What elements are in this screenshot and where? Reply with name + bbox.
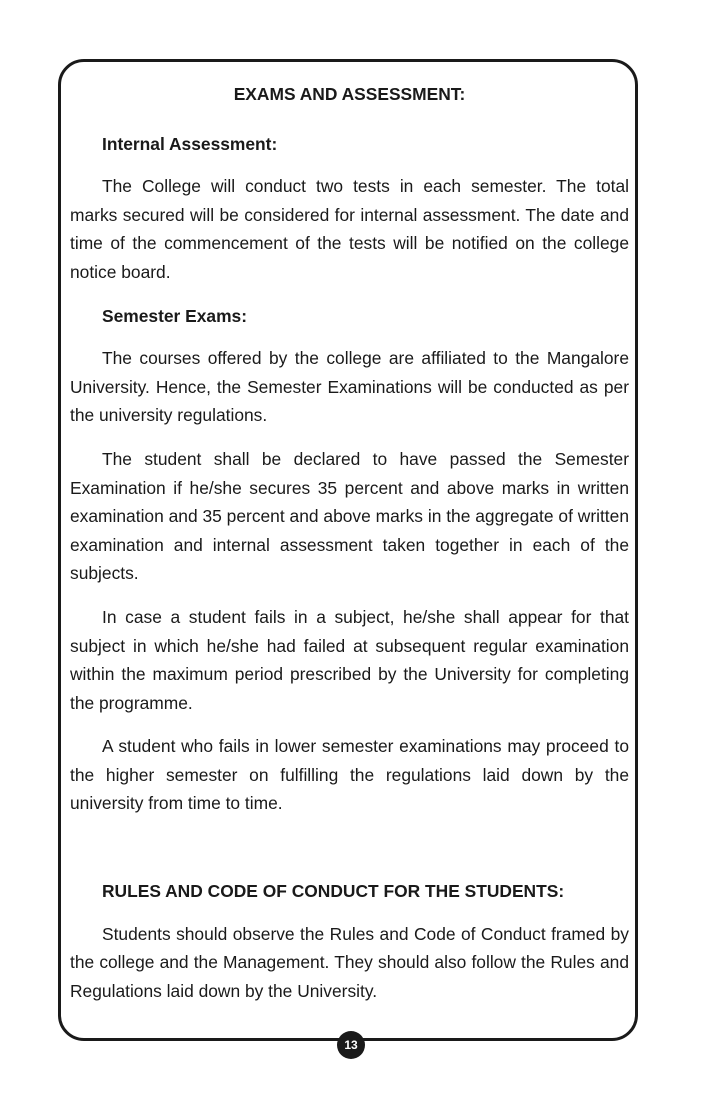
rules-paragraph: Students should observe the Rules and Code of Conduct framed by the college and the Management. They should also follow the Rules and Regulations laid down by the University. xyxy=(70,923,629,1001)
internal-assessment-paragraph: The College will conduct two tests in each semester. The total marks secured will be considered for internal assessment. The date and time of the commencement of the tests will be notified on the college notice board. xyxy=(70,176,629,282)
internal-assessment-heading: Internal Assessment: xyxy=(102,133,278,154)
page-content xyxy=(70,80,629,1020)
rules-heading: RULES AND CODE OF CONDUCT FOR THE STUDENTS: xyxy=(102,881,565,902)
semester-exams-paragraph-2: The student shall be declared to have passed the Semester Examination if he/she secures 35 percent and above marks in written examination and 35 percent and above marks in the aggregate of written examination and internal assessment taken together in each of the subjects. xyxy=(70,448,629,584)
semester-exams-heading: Semester Exams: xyxy=(102,305,248,326)
semester-exams-paragraph-1: The courses offered by the college are affiliated to the Mangalore University. Hence, the Semester Examinations will be conducted as per the university regulations. xyxy=(70,348,629,426)
semester-exams-paragraph-3: In case a student fails in a subject, he/she shall appear for that subject in which he/she had failed at subsequent regular examination within the maximum period prescribed by the University for completing the programme. xyxy=(70,606,629,713)
section-spacer xyxy=(70,833,629,877)
semester-exams-paragraph-4: A student who fails in lower semester examinations may proceed to the higher semester on fulfilling the regulations laid down by the university from time to time. xyxy=(70,736,629,814)
page-number-badge: 13 xyxy=(337,1031,365,1059)
exams-heading: EXAMS AND ASSESSMENT: xyxy=(233,84,466,104)
